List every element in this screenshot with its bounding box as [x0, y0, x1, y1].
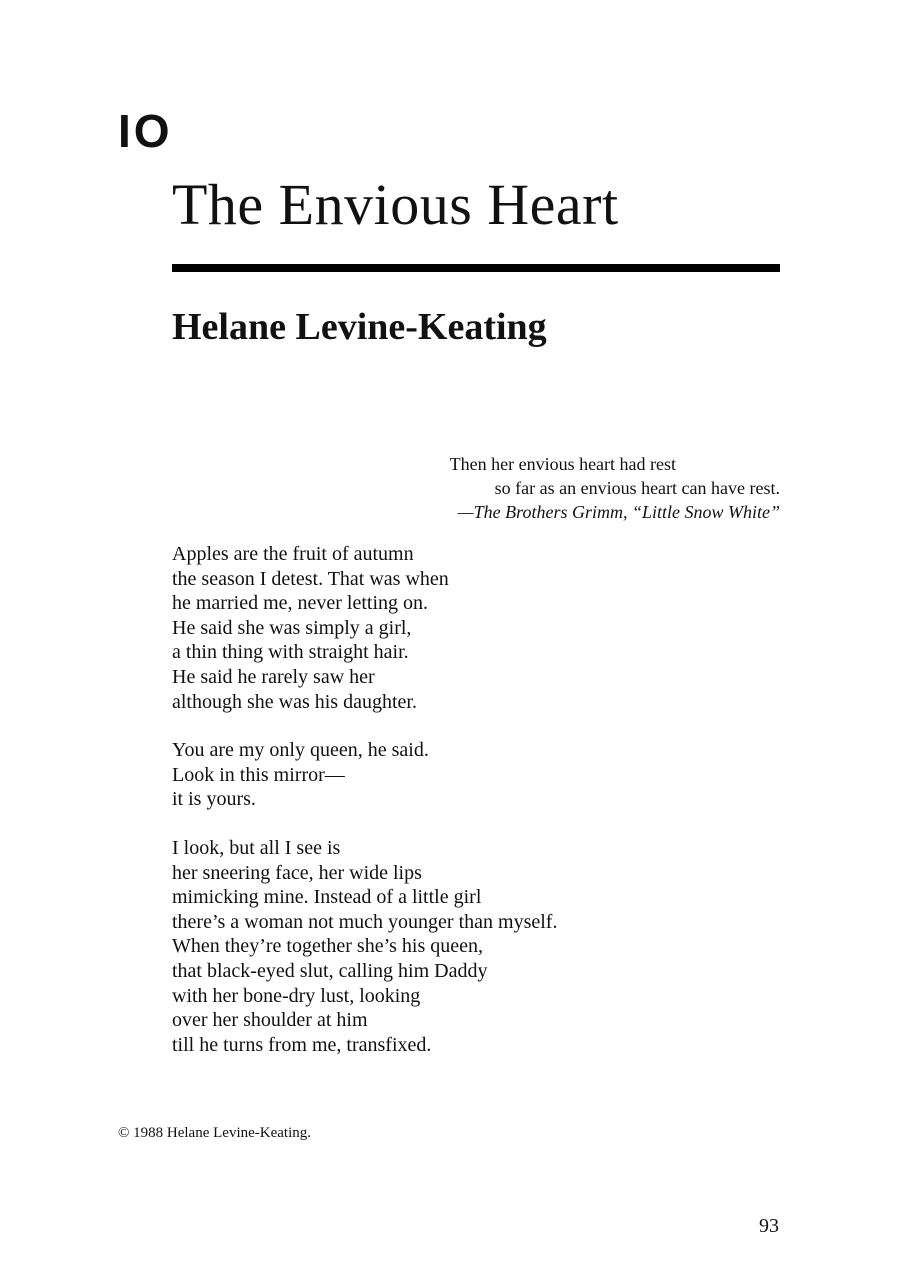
- poem-line: although she was his daughter.: [172, 690, 417, 713]
- poem-line: Look in this mirror—: [172, 763, 345, 786]
- poem: [172, 542, 557, 1057]
- poem-line: He said he rarely saw her: [172, 665, 375, 688]
- poem-line: with her bone-dry lust, looking: [172, 984, 421, 1007]
- author-name: Helane Levine-Keating: [172, 306, 547, 348]
- chapter-title: The Envious Heart: [172, 172, 619, 237]
- epigraph-line: so far as an envious heart can have rest.: [494, 478, 780, 498]
- poem-line: over her shoulder at him: [172, 1009, 368, 1032]
- poem-line: You are my only queen, he said.: [172, 739, 429, 762]
- title-rule: [172, 264, 780, 272]
- copyright-notice: © 1988 Helane Levine-Keating.: [118, 1125, 311, 1141]
- poem-line: Apples are the fruit of autumn: [172, 543, 414, 565]
- poem-line: there’s a woman not much younger than myself.: [172, 910, 558, 933]
- poem-line: till he turns from me, transfixed.: [172, 1033, 432, 1056]
- poem-line: a thin thing with straight hair.: [172, 641, 409, 664]
- poem-line: I look, but all I see is: [172, 836, 341, 859]
- poem-line: He said she was simply a girl,: [172, 616, 412, 639]
- poem-line: that black-eyed slut, calling him Daddy: [172, 959, 488, 982]
- epigraph-attribution: —The Brothers Grimm, “Little Snow White”: [457, 502, 780, 522]
- poem-line: mimicking mine. Instead of a little girl: [172, 886, 482, 909]
- stanza: [172, 542, 557, 714]
- stanza: [172, 836, 557, 1057]
- epigraph-line: Then her envious heart had rest: [449, 454, 677, 474]
- page-number: 93: [759, 1215, 779, 1237]
- epigraph: [450, 452, 780, 524]
- poem-line: it is yours.: [172, 788, 256, 811]
- poem-line: her sneering face, her wide lips: [172, 861, 422, 884]
- stanza: [172, 738, 557, 812]
- poem-line: the season I detest. That was when: [172, 567, 449, 590]
- poem-line: he married me, never letting on.: [172, 592, 429, 615]
- poem-line: When they’re together she’s his queen,: [172, 935, 484, 958]
- chapter-number: IO: [118, 105, 173, 157]
